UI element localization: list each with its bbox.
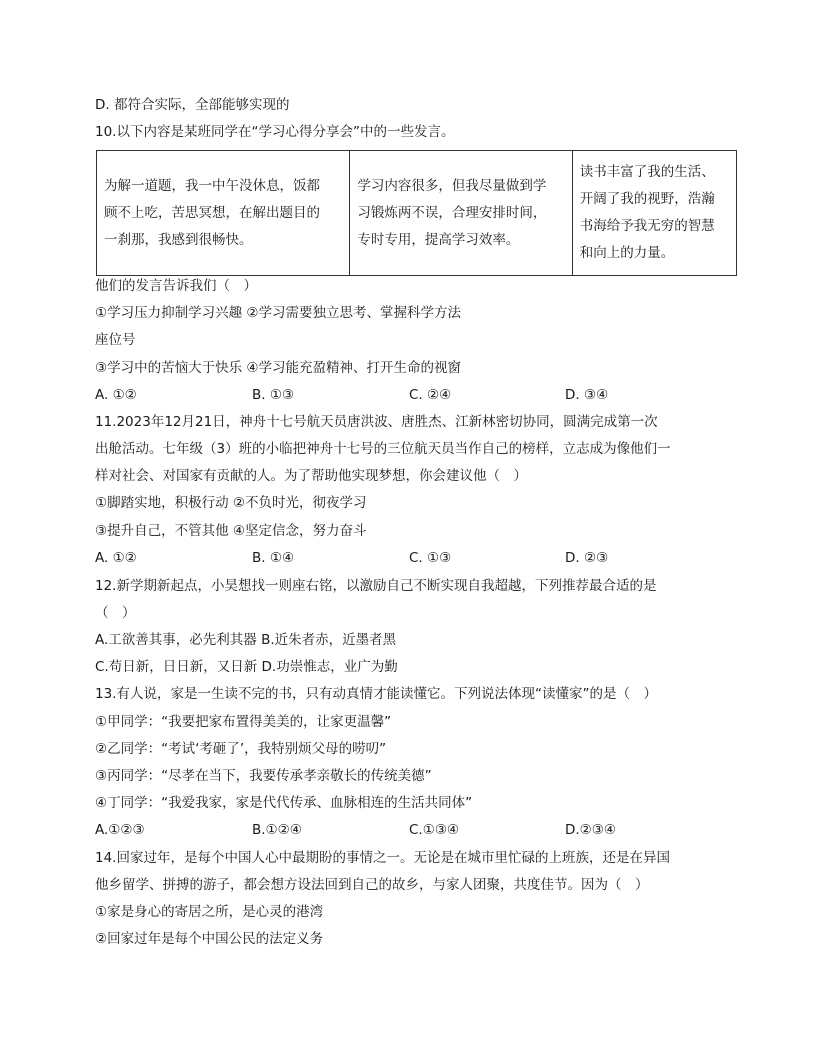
q9-option-d: D. 都符合实际，全部能够实现的	[95, 97, 290, 113]
q11-line-2: 出舱活动。七年级（3）班的小临把神舟十七号的三位航天员当作自己的榜样，立志成为像他们一	[95, 441, 671, 457]
speech-cell-1	[97, 151, 350, 276]
q10-item-2: ③学习中的苦恼大于快乐 ④学习能充盈精神、打开生命的视窗	[95, 360, 461, 376]
q12-line-2: （ ）	[95, 605, 136, 621]
q13-item-3: ③丙同学：“尽孝在当下，我要传承孝亲敬长的传统美德”	[95, 768, 432, 784]
speech-3-line-4: 和向上的力量。	[579, 245, 675, 261]
q14-line-2: 他乡留学、拼搏的游子，都会想方设法回到自己的故乡，与家人团聚，共度佳节。因为（ ）	[95, 877, 649, 893]
q12-item-1: A.工欲善其事，必先利其器 B.近朱者赤，近墨者黑	[95, 632, 397, 648]
q10-speech-table	[96, 150, 737, 276]
speech-1-line-2: 顾不上吃，苦思冥想，在解出题目的	[104, 204, 320, 221]
q10-question: 他们的发言告诉我们（ ）	[95, 278, 257, 294]
q12-item-2: C.苟日新，日日新，又日新 D.功崇惟志，业广为勤	[95, 659, 398, 675]
speech-cell-3	[572, 151, 736, 276]
speech-2-line-2: 习锻炼两不误，合理安排时间，	[357, 204, 547, 221]
q14-item-2: ②回家过年是每个中国公民的法定义务	[95, 931, 324, 947]
speech-cell-2	[350, 151, 572, 276]
q11-option-b: B. ①④	[252, 550, 295, 566]
q14-line-1: 14.回家过年，是每个中国人心中最期盼的事情之一。无论是在城市里忙碌的上班族，还是在异国	[95, 850, 670, 866]
q13-stem: 13.有人说，家是一生读不完的书，只有动真情才能读懂它。下列说法体现“读懂家”的是（ ）	[95, 686, 657, 702]
speech-3-line-3: 书海给予我无穷的智慧	[579, 218, 715, 234]
speech-2-line-3: 专时专用，提高学习效率。	[357, 231, 520, 248]
q13-option-d: D.②③④	[565, 822, 616, 838]
speech-3-line-1: 读书丰富了我的生活、	[579, 164, 715, 180]
speech-3-line-2: 开阔了我的视野，浩瀚	[579, 191, 715, 207]
q10-option-b: B. ①③	[252, 387, 295, 403]
speech-1-line-3: 一刹那，我感到很畅快。	[104, 231, 253, 248]
q14-item-1: ①家是身心的寄居之所，是心灵的港湾	[95, 904, 324, 920]
q10-option-d: D. ③④	[565, 387, 609, 403]
q11-line-1: 11.2023年12月21日，神舟十七号航天员唐洪波、唐胜杰、江新林密切协同，圆满完成第一次	[95, 414, 658, 430]
q10-stem: 10.以下内容是某班同学在“学习心得分享会”中的一些发言。	[95, 124, 455, 140]
q13-option-c: C.①③④	[409, 822, 460, 838]
speech-2-line-1: 学习内容很多，但我尽量做到学	[357, 177, 547, 194]
q13-option-a: A.①②③	[95, 822, 145, 838]
q11-item-2: ③提升自己，不管其他 ④坚定信念，努力奋斗	[95, 523, 367, 539]
q11-option-c: C. ①③	[409, 550, 452, 566]
q13-item-1: ①甲同学：“我要把家布置得美美的，让家更温馨”	[95, 714, 392, 730]
q11-item-1: ①脚踏实地，积极行动 ②不负时光，彻夜学习	[95, 495, 367, 511]
q11-option-d: D. ②③	[565, 550, 609, 566]
q13-item-2: ②乙同学：“考试‘考砸了’，我特别烦父母的唠叨”	[95, 741, 387, 757]
q11-line-3: 样对社会、对国家有贡献的人。为了帮助他实现梦想，你会建议他（ ）	[95, 468, 527, 484]
q11-option-a: A. ①②	[95, 550, 137, 566]
q10-option-a: A. ①②	[95, 387, 137, 403]
speech-1-line-1: 为解一道题，我一中午没休息，饭都	[104, 177, 320, 194]
q12-line-1: 12.新学期新起点，小昊想找一则座右铭，以激励自己不断实现自我超越，下列推荐最合适的是	[95, 578, 657, 594]
q13-option-b: B.①②④	[252, 822, 302, 838]
q10-item-1: ①学习压力抑制学习兴趣 ②学习需要独立思考、掌握科学方法	[95, 305, 461, 321]
q10-stray-text: 座位号	[95, 332, 136, 348]
q10-option-c: C. ②④	[409, 387, 452, 403]
q13-item-4: ④丁同学：“我爱我家，家是代代传承、血脉相连的生活共同体”	[95, 795, 473, 811]
